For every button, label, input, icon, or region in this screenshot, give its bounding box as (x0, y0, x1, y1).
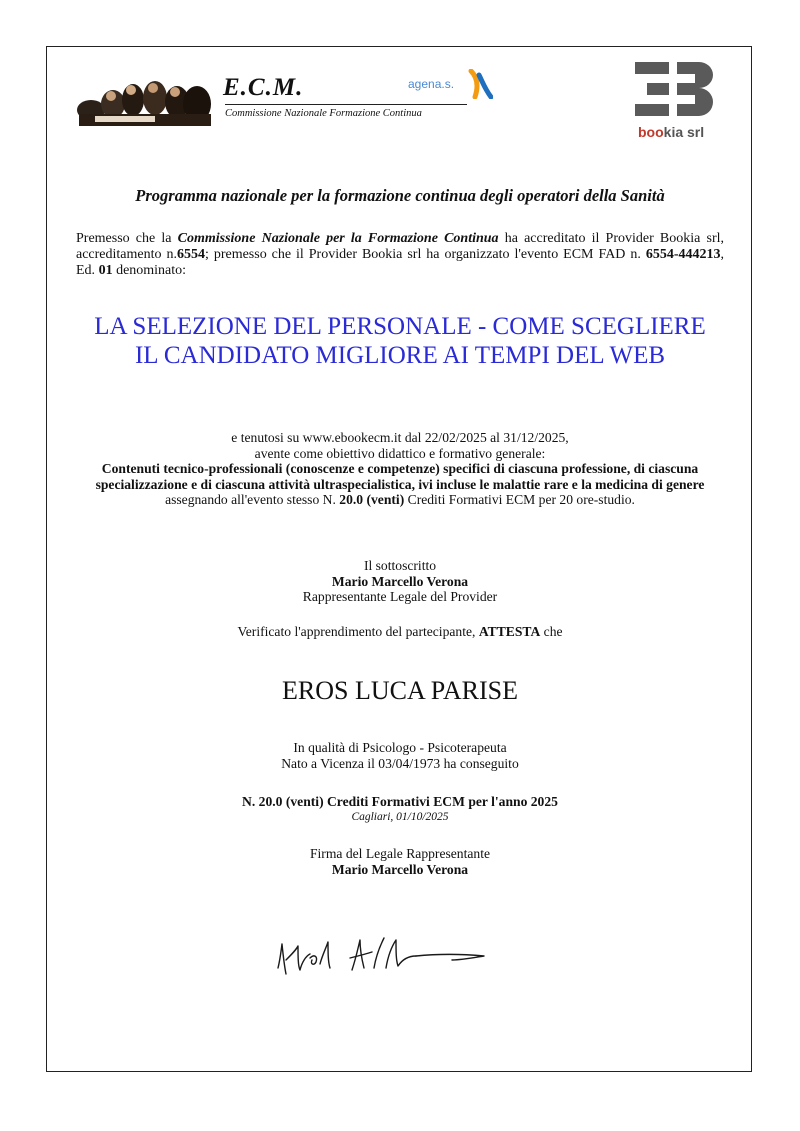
premesso-text-4: , Ed. (76, 247, 724, 279)
premesso-text-1: Premesso che la (76, 231, 178, 246)
course-title: LA SELEZIONE DEL PERSONALE - COME SCEGLIERE IL CANDIDATO MIGLIORE AI TEMPI DEL WEB (94, 313, 706, 369)
agenas-logo (467, 69, 493, 99)
edition-number: 01 (98, 263, 113, 279)
program-title: Programma nazionale per la formazione continua degli operatori della Sanità (135, 186, 665, 205)
participant-qualification: In qualità di Psicologo - Psicoterapeuta (293, 740, 507, 755)
objective-intro: avente come obiettivo didattico e formativo generale: (254, 445, 546, 461)
place-date: Cagliari, 01/10/2025 (351, 810, 449, 823)
certificate-header (75, 60, 725, 150)
bookia-wordmark (638, 124, 704, 140)
signature-label: Firma del Legale Rappresentante (309, 846, 491, 861)
objective-text: Contenuti tecnico-professionali (conoscenze e competenze) specifici di ciascuna professione, di ciascuna specializzazione e di ciascuna attività ultraspecialistica, ivi incluse le malattie rare e la medicina di genere (95, 461, 705, 492)
handwritten-signature (266, 930, 496, 990)
attesta-bold: ATTESTA (478, 624, 541, 639)
event-number: 6554-444213 (645, 247, 721, 263)
credits-line (60, 492, 740, 508)
participant-name: EROS LUCA PARISE (282, 676, 518, 705)
bookia-wordmark-part1: boo (638, 124, 664, 140)
attesta-pre: Verificato l'apprendimento del partecipante, (237, 624, 479, 639)
credits-pre: assegnando all'evento stesso N. (165, 492, 340, 508)
attesta-line (60, 624, 740, 640)
premesso-text-2: ha accreditato il Provider Bookia srl, accreditamento n. (76, 231, 724, 263)
ecm-painting-logo (75, 70, 213, 130)
undersigned-block (60, 558, 740, 605)
agenas-label: agena.s. (408, 77, 455, 91)
participant-birth: Nato a Vicenza il 03/04/1973 ha conseguito (281, 755, 519, 771)
premesso-text-5: denominato: (112, 263, 187, 279)
undersigned-label: Il sottoscritto (363, 558, 437, 573)
participant-details (60, 740, 740, 771)
undersigned-name: Mario Marcello Verona (331, 573, 469, 589)
signature-name: Mario Marcello Verona (331, 861, 469, 877)
bookia-wordmark-part2: kia srl (663, 124, 705, 140)
commission-name: Commissione Nazionale per la Formazione Continua (177, 231, 499, 246)
bookia-logo (633, 60, 717, 118)
event-details (60, 430, 740, 508)
signature-block (60, 846, 740, 877)
credits-post: Crediti Formativi ECM per 20 ore-studio. (404, 492, 635, 508)
attesta-post: che (540, 624, 563, 639)
credits-bold: 20.0 (venti) (339, 492, 405, 508)
accreditation-number: 6554 (176, 247, 205, 263)
event-held-on: e tenutosi su www.ebookecm.it dal 22/02/2025 al 31/12/2025, (231, 430, 569, 445)
ecm-title: E.C.M. (223, 74, 304, 101)
ecm-rule (225, 104, 467, 105)
result-block (60, 794, 740, 825)
premesso-paragraph (76, 231, 724, 280)
undersigned-role: Rappresentante Legale del Provider (302, 589, 498, 605)
premesso-text-3: ; premesso che il Provider Bookia srl ha organizzato l'evento ECM FAD n. (204, 247, 646, 263)
ecm-subtitle: Commissione Nazionale Formazione Continua (225, 108, 422, 119)
result-credits: N. 20.0 (venti) Crediti Formativi ECM per l'anno 2025 (242, 794, 558, 809)
